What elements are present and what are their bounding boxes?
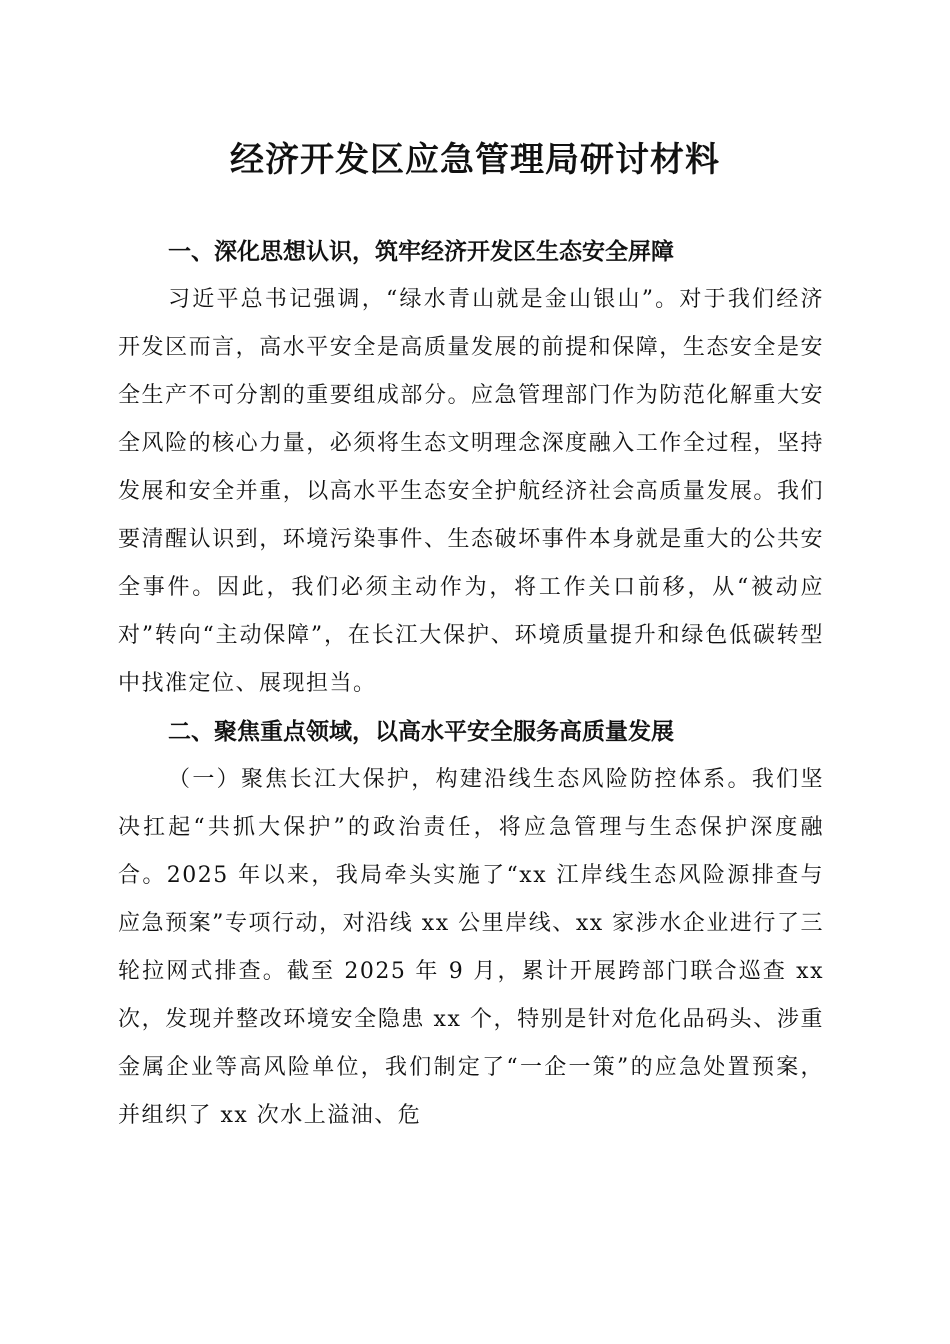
section-2-heading: 二、聚焦重点领域，以高水平安全服务高质量发展: [168, 719, 674, 745]
section-2-paragraph: （一）聚焦长江大保护，构建沿线生态风险防控体系。我们坚决扛起“共抓大保护”的政治责任，将应急管理与生态保护深度融合。2025 年以来，我局牵头实施了“xx 江岸线生态风险源排查与应急预案”专项行动，对沿线 xx 公里岸线、xx 家涉水企业进行了三轮拉网式排查。截至 2025 年 9 月，累计开展跨部门联合巡查 xx 次，发现并整改环境安全隐患 xx 个，特别是针对危化品码头、涉重金属企业等高风险单位，我们制定了“一企一策”的应急处置预案，并组织了 xx 次水上溢油、危: [118, 767, 824, 1128]
document-body: [118, 228, 824, 1140]
section-1-heading: 一、深化思想认识，筑牢经济开发区生态安全屏障: [168, 239, 674, 265]
page-title: 经济开发区应急管理局研讨材料: [230, 140, 720, 180]
section-1-paragraph: 习近平总书记强调，“绿水青山就是金山银山”。对于我们经济开发区而言，高水平安全是高质量发展的前提和保障，生态安全是安全生产不可分割的重要组成部分。应急管理部门作为防范化解重大安全风险的核心力量，必须将生态文明理念深度融入工作全过程，坚持发展和安全并重，以高水平生态安全护航经济社会高质量发展。我们要清醒认识到，环境污染事件、生态破坏事件本身就是重大的公共安全事件。因此，我们必须主动作为，将工作关口前移，从“被动应对”转向“主动保障”，在长江大保护、环境质量提升和绿色低碳转型中找准定位、展现担当。: [118, 287, 824, 696]
